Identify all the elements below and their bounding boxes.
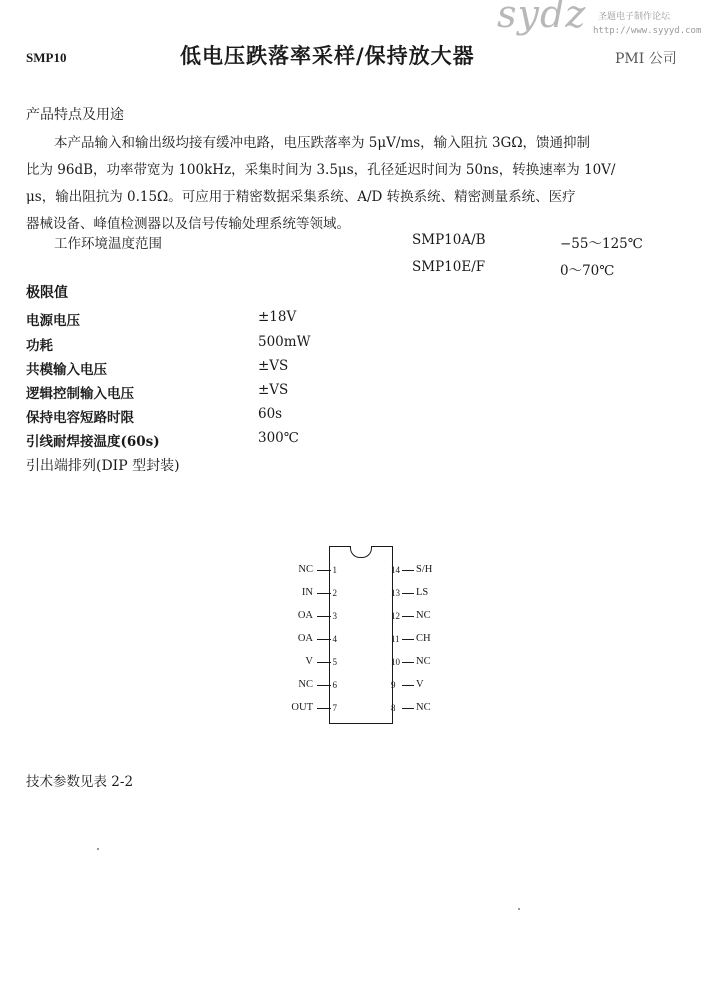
limit-name: 电源电压 bbox=[26, 313, 80, 329]
limit-value: 500mW bbox=[258, 334, 311, 350]
pin-lead bbox=[317, 639, 331, 640]
pin-label: NC bbox=[416, 656, 431, 667]
model-number: SMP10 bbox=[26, 50, 67, 65]
watermark bbox=[485, 0, 705, 48]
limit-name: 共模输入电压 bbox=[26, 362, 107, 378]
pin-number: 10 bbox=[391, 657, 400, 667]
features-paragraph bbox=[26, 130, 686, 238]
limit-value: 300℃ bbox=[258, 430, 299, 446]
limit-name: 功耗 bbox=[26, 338, 53, 354]
pin-left bbox=[283, 587, 337, 601]
pin-right bbox=[389, 587, 459, 601]
pin-lead bbox=[317, 570, 331, 571]
pin-right bbox=[389, 679, 459, 693]
watermark-url: http://www.syyyd.com bbox=[593, 26, 702, 36]
pin-lead bbox=[402, 662, 414, 663]
pin-left bbox=[283, 679, 337, 693]
pin-number: 13 bbox=[391, 588, 400, 598]
scan-speck bbox=[97, 848, 99, 850]
pin-left bbox=[283, 564, 337, 578]
pin-lead bbox=[317, 708, 331, 709]
pinout-heading: 引出端排列(DIP 型封装) bbox=[26, 458, 180, 474]
pin-left bbox=[283, 702, 337, 716]
pin-number: 11 bbox=[391, 634, 400, 644]
features-line: μs，输出阻抗为 0.15Ω。可应用于精密数据采集系统、A/D 转换系统、精密测量系统、医疗 bbox=[26, 189, 576, 205]
env-range: −55～125℃ bbox=[560, 236, 643, 252]
limit-value: ±18V bbox=[258, 309, 297, 325]
pin-label: OUT bbox=[291, 702, 313, 713]
pin-label: S/H bbox=[416, 564, 433, 575]
pin-lead bbox=[317, 593, 331, 594]
pin-number: 9 bbox=[391, 680, 396, 690]
pin-lead bbox=[402, 639, 414, 640]
dip-package-body bbox=[329, 546, 393, 724]
pin-label: IN bbox=[301, 587, 313, 598]
features-line: 比为 96dB，功率带宽为 100kHz，采集时间为 3.5μs，孔径延迟时间为 50ns，转换速率为 10V/ bbox=[26, 162, 616, 178]
pin-label: NC bbox=[298, 679, 313, 690]
pin-number: 2 bbox=[332, 588, 337, 598]
pin-number: 1 bbox=[332, 565, 337, 575]
pin-number: 14 bbox=[391, 565, 400, 575]
pin-lead bbox=[402, 616, 414, 617]
watermark-logo: sydz bbox=[497, 0, 587, 36]
pin-number: 6 bbox=[332, 680, 337, 690]
spec-table-reference: 技术参数见表 2-2 bbox=[26, 774, 134, 790]
pin-number: 8 bbox=[391, 703, 396, 713]
pin-label: OA bbox=[297, 633, 313, 644]
pin-right bbox=[389, 702, 459, 716]
pin-lead bbox=[402, 685, 414, 686]
features-heading: 产品特点及用途 bbox=[26, 107, 124, 123]
pin-lead bbox=[317, 685, 331, 686]
pin-label: OA bbox=[297, 610, 313, 621]
pin-lead bbox=[317, 662, 331, 663]
pin-right bbox=[389, 610, 459, 624]
features-line: 本产品输入和输出级均接有缓冲电路，电压跌落率为 5μV/ms，输入阻抗 3GΩ，馈通抑制 bbox=[54, 135, 591, 151]
pin-label: CH bbox=[416, 633, 431, 644]
env-model: SMP10A/B bbox=[412, 232, 486, 248]
pin-right bbox=[389, 656, 459, 670]
pin-label: NC bbox=[416, 702, 431, 713]
limit-value: 60s bbox=[258, 406, 283, 422]
pin-left bbox=[283, 656, 337, 670]
pin-left bbox=[283, 633, 337, 647]
pin-label: NC bbox=[298, 564, 313, 575]
limit-name: 保持电容短路时限 bbox=[26, 410, 134, 426]
env-temp-label: 工作环境温度范围 bbox=[54, 236, 162, 252]
pin-label: V bbox=[416, 679, 424, 690]
pin-number: 4 bbox=[332, 634, 337, 644]
page-title: 低电压跌落率采样/保持放大器 bbox=[180, 43, 475, 68]
pin-lead bbox=[402, 593, 414, 594]
company-name: PMI 公司 bbox=[615, 51, 677, 67]
pin-lead bbox=[402, 708, 414, 709]
pin-label: LS bbox=[416, 587, 429, 598]
pin-label: NC bbox=[416, 610, 431, 621]
pin-number: 3 bbox=[332, 611, 337, 621]
limit-name: 引线耐焊接温度(60s) bbox=[26, 434, 160, 450]
pin-lead bbox=[402, 570, 414, 571]
pin-label: V bbox=[305, 656, 313, 667]
env-range: 0～70℃ bbox=[560, 263, 615, 279]
pin-right bbox=[389, 633, 459, 647]
limits-heading: 极限值 bbox=[26, 285, 68, 301]
limit-name: 逻辑控制输入电压 bbox=[26, 386, 134, 402]
limit-value: ±VS bbox=[258, 358, 289, 374]
pin-left bbox=[283, 610, 337, 624]
pin-lead bbox=[317, 616, 331, 617]
pin-right bbox=[389, 564, 459, 578]
pin-number: 5 bbox=[332, 657, 337, 667]
watermark-site-name: 圣题电子制作论坛 bbox=[598, 12, 671, 22]
features-line: 器械设备、峰值检测器以及信号传输处理系统等领域。 bbox=[26, 216, 350, 232]
limit-value: ±VS bbox=[258, 382, 289, 398]
pin-number: 7 bbox=[332, 703, 337, 713]
env-model: SMP10E/F bbox=[412, 259, 486, 275]
pin-number: 12 bbox=[391, 611, 400, 621]
package-notch bbox=[350, 546, 372, 558]
scan-speck bbox=[518, 908, 520, 910]
